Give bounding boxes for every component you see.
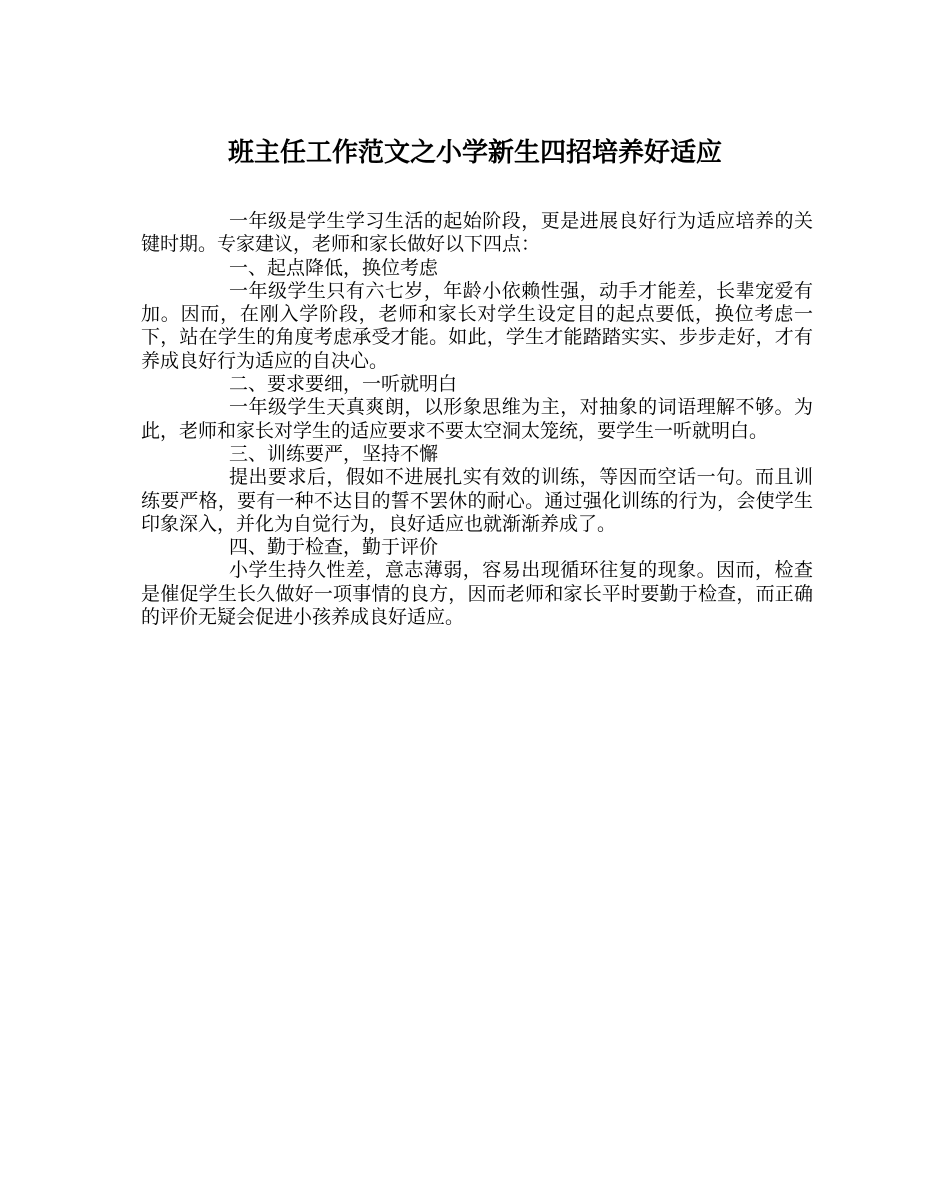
section-heading-3: 三、训练要严，坚持不懈 — [229, 442, 439, 465]
section-heading-1: 一、起点降低，换位考虑 — [229, 256, 439, 279]
intro-paragraph: 一年级是学生学习生活的起始阶段，更是进展良好行为适应培养的关键时期。专家建议，老师和家长做好以下四点： — [141, 210, 813, 256]
document-body — [141, 210, 813, 629]
section-paragraph-3: 提出要求后，假如不进展扎实有效的训练，等因而空话一句。而且训练要严格，要有一种不达目的誓不罢休的耐心。通过强化训练的行为，会使学生印象深入，并化为自觉行为，良好适应也就渐渐养成了。 — [141, 466, 813, 535]
document-title: 班主任工作范文之小学新生四招培养好适应 — [227, 138, 722, 168]
section-heading-2: 二、要求要细，一听就明白 — [229, 373, 458, 396]
section-paragraph-2: 一年级学生天真爽朗，以形象思维为主，对抽象的词语理解不够。为此，老师和家长对学生的适应要求不要太空洞太笼统，要学生一听就明白。 — [141, 396, 813, 442]
section-paragraph-1: 一年级学生只有六七岁，年龄小依赖性强，动手才能差，长辈宠爱有加。因而，在刚入学阶段，老师和家长对学生设定目的起点要低，换位考虑一下，站在学生的角度考虑承受才能。如此，学生才能踏踏实实、步步走好，才有养成良好行为适应的自决心。 — [141, 279, 813, 372]
section-heading-4: 四、勤于检查，勤于评价 — [229, 536, 439, 559]
section-paragraph-4: 小学生持久性差，意志薄弱，容易出现循环往复的现象。因而，检查是催促学生长久做好一项事情的良方，因而老师和家长平时要勤于检查，而正确的评价无疑会促进小孩养成良好适应。 — [141, 559, 813, 629]
